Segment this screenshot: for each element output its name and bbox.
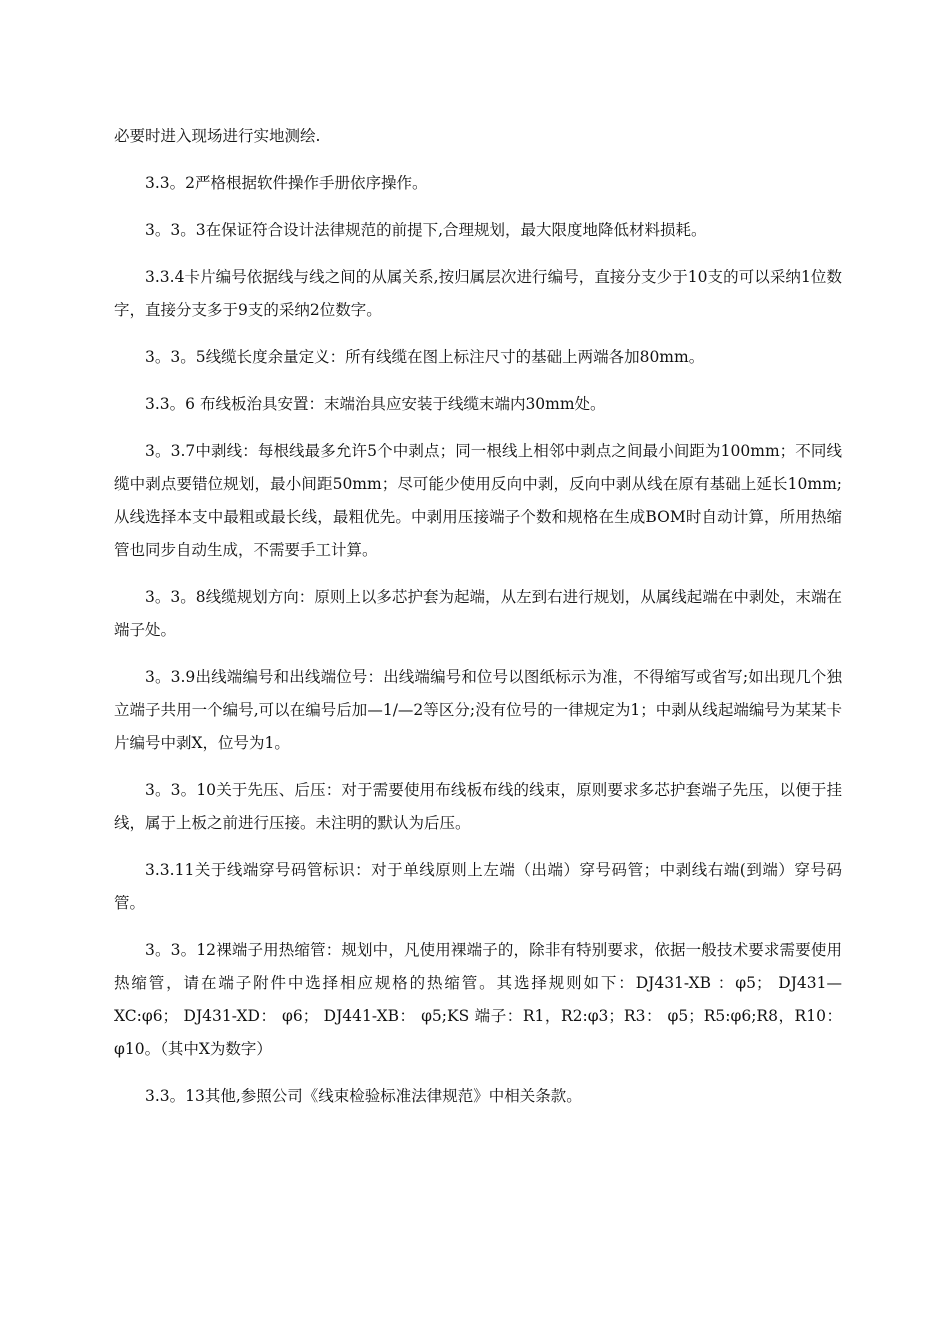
paragraph-3-3-3: 3。3。3在保证符合设计法律规范的前提下,合理规划，最大限度地降低材料损耗。 — [145, 221, 707, 239]
paragraph-3-3-7: 3。3.7中剥线：每根线最多允许5个中剥点；同一根线上相邻中剥点之间最小间距为100mm；不同线缆中剥点要错位规划，最小间距50mm；尽可能少使用反向中剥，反向中剥从线在原有基础上延长10mm;从线选择本支中最粗或最长线，最粗优先。中剥用压接端子个数和规格在生成BOM时自动计算，所用热缩管也同步自动生成，不需要手工计算。 — [114, 442, 842, 559]
paragraph-3-3-10: 3。3。10关于先压、后压：对于需要使用布线板布线的线束，原则要求多芯护套端子先压，以便于挂线，属于上板之前进行压接。未注明的默认为后压。 — [114, 781, 842, 832]
paragraph-3-3-9: 3。3.9出线端编号和出线端位号：出线端编号和位号以图纸标示为准，不得缩写或省写;如出现几个独立端子共用一个编号,可以在编号后加—1/—2等区分;没有位号的一律规定为1；中剥从线起端编号为某某卡片编号中剥X，位号为1。 — [114, 668, 842, 752]
paragraph-3-3-11: 3.3.11关于线端穿号码管标识：对于单线原则上左端（出端）穿号码管；中剥线右端(到端）穿号码管。 — [114, 861, 842, 912]
paragraph-3-3-2: 3.3。2严格根据软件操作手册依序操作。 — [145, 174, 428, 192]
paragraph-3-3-8: 3。3。8线缆规划方向：原则上以多芯护套为起端，从左到右进行规划，从属线起端在中剥处，末端在端子处。 — [114, 588, 842, 639]
document-body — [114, 120, 842, 1127]
paragraph-0: 必要时进入现场进行实地测绘. — [114, 127, 321, 145]
paragraph-3-3-5: 3。3。5线缆长度余量定义：所有线缆在图上标注尺寸的基础上两端各加80mm。 — [145, 348, 705, 366]
paragraph-3-3-13: 3.3。13其他,参照公司《线束检验标准法律规范》中相关条款。 — [145, 1087, 582, 1105]
paragraph-3-3-6: 3.3。6 布线板治具安置：末端治具应安装于线缆末端内30mm处。 — [145, 395, 606, 413]
paragraph-3-3-4: 3.3.4卡片编号依据线与线之间的从属关系,按归属层次进行编号，直接分支少于10支的可以采纳1位数字，直接分支多于9支的采纳2位数字。 — [114, 268, 842, 319]
paragraph-3-3-12: 3。3。12裸端子用热缩管：规划中，凡使用裸端子的，除非有特别要求，依据一般技术要求需要使用热缩管，请在端子附件中选择相应规格的热缩管。其选择规则如下：DJ431-XB ：φ5； DJ431—XC:φ6； DJ431-XD： φ6； DJ441-XB： φ5;KS 端子：R1，R2:φ3；R3： φ5；R5:φ6;R8，R10：φ10。（其中X为数字） — [114, 941, 842, 1058]
